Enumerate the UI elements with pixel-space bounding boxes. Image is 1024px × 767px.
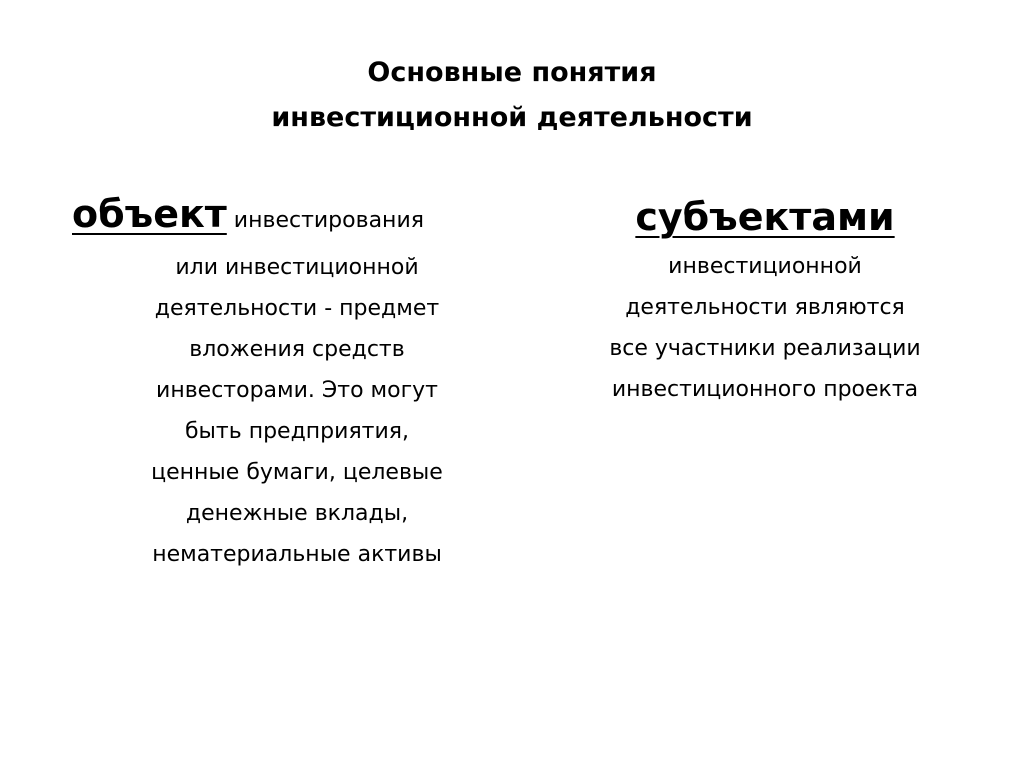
subject-term: субъектами	[635, 195, 895, 239]
subject-line-4: инвестиционного проекта	[611, 377, 919, 402]
subject-line-1: инвестиционной	[668, 254, 862, 279]
object-line-3: вложения средств	[189, 337, 405, 362]
object-line-5: быть предприятия,	[184, 419, 410, 444]
object-line-4: инвесторами. Это могут	[156, 378, 438, 403]
title-line-2: инвестиционной деятельности	[271, 102, 753, 133]
slide-title	[0, 50, 1024, 140]
object-line-7: денежные вклады,	[185, 501, 409, 526]
object-first-line-rest: инвестирования	[226, 208, 424, 233]
title-line-1: Основные понятия	[367, 57, 657, 88]
subject-line-3: все участники реализации	[609, 336, 921, 361]
subject-definition	[545, 188, 985, 410]
object-term: объект	[72, 192, 227, 236]
object-first-line	[72, 188, 522, 247]
subject-line-2: деятельности являются	[625, 295, 905, 320]
object-line-8: нематериальные активы	[152, 542, 442, 567]
object-line-6: ценные бумаги, целевые	[151, 460, 443, 485]
object-line-2: деятельности - предмет	[154, 296, 440, 321]
object-line-1: или инвестиционной	[175, 255, 419, 280]
object-definition	[72, 188, 522, 575]
